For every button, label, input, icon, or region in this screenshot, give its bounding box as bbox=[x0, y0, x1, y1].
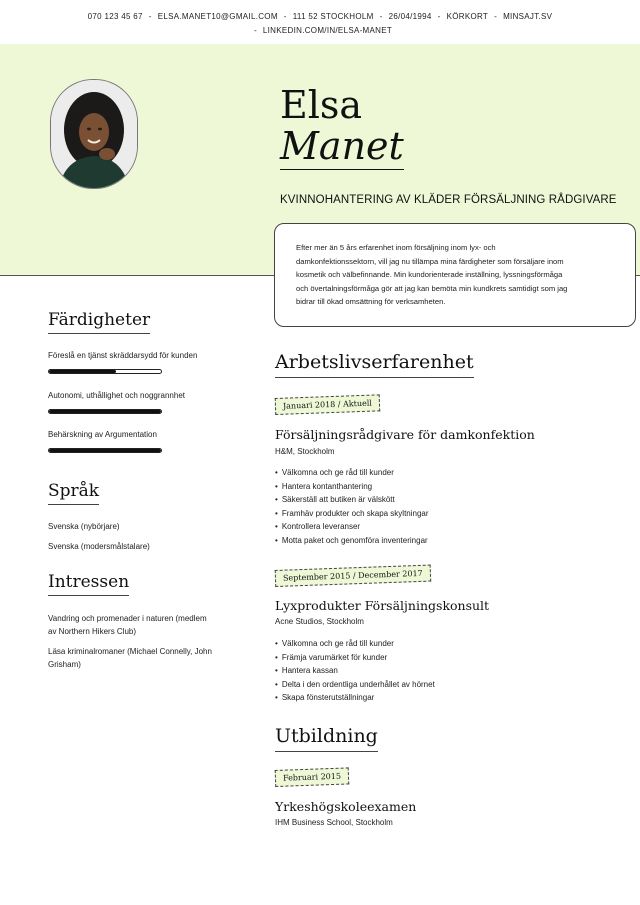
education-date-tag: Februari 2015 bbox=[275, 767, 350, 787]
job-title: KVINNOHANTERING AV KLÄDER FÖRSÄLJNING RÅDGIVARE bbox=[280, 194, 617, 206]
skills-heading: Färdigheter bbox=[48, 310, 150, 334]
address: 111 52 STOCKHOLM bbox=[292, 12, 374, 21]
linkedin-link[interactable]: LINKEDIN.COM/IN/ELSA-MANET bbox=[262, 26, 393, 35]
job-title-heading: Lyxprodukter Försäljningskonsult bbox=[275, 598, 490, 613]
job-duties-list bbox=[275, 466, 429, 548]
summary-line: kosmetik och välbefinnande. Min kundorienterade inställning, lyssningsförmåga bbox=[296, 270, 563, 279]
list-item: • Kontrollera leveranser bbox=[275, 520, 429, 534]
job-duties-list bbox=[275, 637, 435, 705]
list-item: • Främja varumärket för kunder bbox=[275, 651, 435, 665]
list-item: • Hantera kontanthantering bbox=[275, 480, 429, 494]
skill-label: Behärskning av Argumentation bbox=[48, 430, 157, 439]
education-heading: Utbildning bbox=[275, 725, 378, 752]
list-item: • Skapa fönsterutställningar bbox=[275, 691, 435, 705]
interest-item: Vandring och promenader i naturen (medlem av Northern Hikers Club) bbox=[48, 614, 207, 636]
phone: 070 123 45 67 bbox=[87, 12, 143, 21]
profile-summary bbox=[274, 223, 636, 327]
interests-heading: Intressen bbox=[48, 572, 129, 596]
job-company: Acne Studios, Stockholm bbox=[275, 617, 364, 626]
degree-heading: Yrkeshögskoleexamen bbox=[275, 799, 417, 814]
birthdate: 26/04/1994 bbox=[388, 12, 432, 21]
website-link[interactable]: MINSAJT.SV bbox=[503, 12, 553, 21]
interest-item: Läsa kriminalromaner (Michael Connelly, John Grisham) bbox=[48, 647, 212, 669]
language-item: Svenska (modersmålstalare) bbox=[48, 542, 150, 551]
summary-line: och övertalningsförmåga gör att jag kan bemöta min kundkrets samtidigt som jag bbox=[296, 283, 568, 293]
languages-heading: Språk bbox=[48, 481, 99, 505]
skill-level bbox=[49, 449, 161, 452]
language-item: Svenska (nybörjare) bbox=[48, 522, 120, 531]
list-item: • Säkerställ att butiken är välskött bbox=[275, 493, 429, 507]
list-item: • Hantera kassan bbox=[275, 664, 435, 678]
contact-line-1: 070 123 45 67 - ELSA.MANET10@GMAIL.COM - 111 52 STOCKHOLM - 26/04/1994 - KÖRKORT - MINSAJT.SV bbox=[87, 12, 553, 21]
skill-level bbox=[49, 410, 161, 413]
skill-label: Autonomi, uthållighet och noggrannhet bbox=[48, 391, 185, 400]
profile-portrait-image bbox=[51, 80, 137, 188]
license: KÖRKORT bbox=[446, 12, 489, 21]
skill-label: Föreslå en tjänst skräddarsydd för kunden bbox=[48, 351, 198, 360]
summary-line: bidrar till ökad omsättning för verksamheten. bbox=[296, 297, 446, 306]
skill-bar bbox=[48, 448, 162, 453]
list-item: • Välkomna och ge råd till kunder bbox=[275, 637, 435, 651]
experience-heading: Arbetslivserfarenhet bbox=[275, 351, 474, 378]
summary-line: Efter mer än 5 års erfarenhet inom försäljning inom lyx- och bbox=[296, 243, 496, 252]
contact-bar bbox=[0, 0, 640, 45]
email-link[interactable]: ELSA.MANET10@GMAIL.COM bbox=[157, 12, 278, 21]
contact-line-2: - LINKEDIN.COM/IN/ELSA-MANET bbox=[253, 26, 393, 35]
list-item: • Delta i den ordentliga underhållet av hörnet bbox=[275, 678, 435, 692]
skill-bar bbox=[48, 409, 162, 414]
job-title-heading: Försäljningsrådgivare för damkonfektion bbox=[275, 427, 535, 442]
school-name: IHM Business School, Stockholm bbox=[275, 818, 393, 827]
profile-photo bbox=[50, 79, 138, 189]
list-item: • Välkomna och ge råd till kunder bbox=[275, 466, 429, 480]
summary-line: damkonfektionssektorn, vill jag nu tillämpa mina färdigheter som försäljare inom bbox=[296, 256, 564, 266]
list-item: • Framhäv produkter och skapa skyltningar bbox=[275, 507, 429, 521]
job-company: H&M, Stockholm bbox=[275, 447, 335, 456]
first-name: Elsa bbox=[280, 83, 363, 127]
skill-bar bbox=[48, 369, 162, 374]
job-date-tag: September 2015 / December 2017 bbox=[275, 565, 431, 587]
skill-level bbox=[49, 370, 116, 373]
job-date-tag: Januari 2018 / Aktuell bbox=[275, 394, 380, 415]
list-item: • Motta paket och genomföra inventeringar bbox=[275, 534, 429, 548]
last-name: Manet bbox=[280, 124, 404, 168]
